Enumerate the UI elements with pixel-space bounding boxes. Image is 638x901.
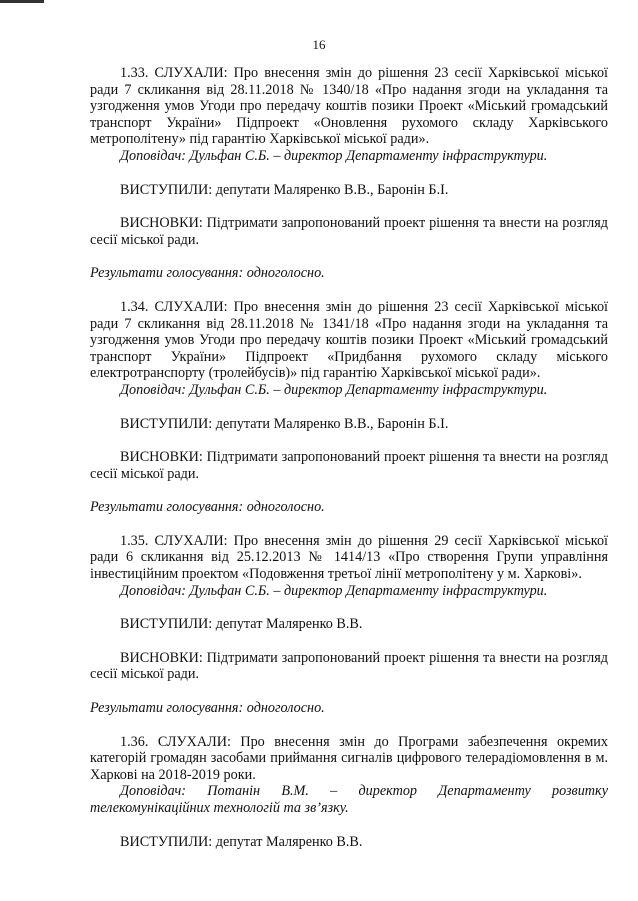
scan-corner-mark (0, 0, 44, 3)
conclusions-paragraph: ВИСНОВКИ: Підтримати запропонований проект рішення та внести на розгляд сесії міської ради. (90, 449, 608, 482)
heard-paragraph: 1.36. СЛУХАЛИ: Про внесення змін до Програми забезпечення окремих категорій громадян засобами приймання сигналів цифрового телерадіомовлення в м. Харкові на 2018-2019 роки. (90, 733, 608, 783)
spoke-paragraph: ВИСТУПИЛИ: депутати Маляренко В.В., Баронін Б.І. (120, 181, 449, 198)
agenda-item-1-35 (90, 533, 608, 734)
heard-paragraph: 1.33. СЛУХАЛИ: Про внесення змін до рішення 23 сесії Харківської міської ради 7 скликання від 28.11.2018 № 1340/18 «Про надання згоди на укладання та узгодження умов Угоди про передачу коштів позики Проект «Міський громадський транспорт України» Підпроект «Оновлення рухомого складу Харківського метрополітену» під гарантію Харківської міської ради». (90, 65, 608, 148)
conclusions-paragraph: ВИСНОВКИ: Підтримати запропонований проект рішення та внести на розгляд сесії міської ради. (90, 215, 608, 248)
speaker-line: Доповідач: Дульфан С.Б. – директор Департаменту інфраструктури. (120, 147, 548, 164)
heard-paragraph: 1.35. СЛУХАЛИ: Про внесення змін до рішення 29 сесії Харківської міської ради 6 скликання від 25.12.2013 № 1414/13 «Про створення Групи управління інвестиційним проектом «Подовження третьої лінії метрополітену у м. Харкові». (90, 532, 608, 583)
spoke-paragraph: ВИСТУПИЛИ: депутат Маляренко В.В. (120, 833, 363, 850)
agenda-item-1-36 (90, 734, 608, 851)
agenda-item-1-34 (90, 299, 608, 533)
conclusions-paragraph: ВИСНОВКИ: Підтримати запропонований проект рішення та внести на розгляд сесії міської ради. (90, 649, 608, 683)
speaker-line: Доповідач: Дульфан С.Б. – директор Департаменту інфраструктури. (120, 381, 548, 398)
spoke-paragraph: ВИСТУПИЛИ: депутат Маляренко В.В. (120, 616, 363, 633)
page-number: 16 (312, 37, 326, 52)
vote-result: Результати голосування: одноголосно. (90, 265, 325, 282)
document-body (90, 65, 608, 850)
speaker-line: Доповідач: Дульфан С.Б. – директор Департаменту інфраструктури. (120, 582, 548, 599)
vote-result: Результати голосування: одноголосно. (90, 700, 325, 717)
spoke-paragraph: ВИСТУПИЛИ: депутати Маляренко В.В., Баронін Б.І. (120, 415, 449, 432)
speaker-line: Доповідач: Потанін В.М. – директор Департаменту розвитку телекомунікаційних технологій та зв’язку. (90, 783, 608, 816)
vote-result: Результати голосування: одноголосно. (90, 499, 325, 516)
heard-paragraph: 1.34. СЛУХАЛИ: Про внесення змін до рішення 23 сесії Харківської міської ради 7 скликання від 28.11.2018 № 1341/18 «Про надання згоди на укладання та узгодження умов Угоди про передачу коштів позики Проект «Міський громадський транспорт України» Підпроект «Придбання рухомого складу міського електротранспорту (тролейбусів)» під гарантію Харківської міської ради». (90, 298, 608, 382)
agenda-item-1-33 (90, 65, 608, 299)
